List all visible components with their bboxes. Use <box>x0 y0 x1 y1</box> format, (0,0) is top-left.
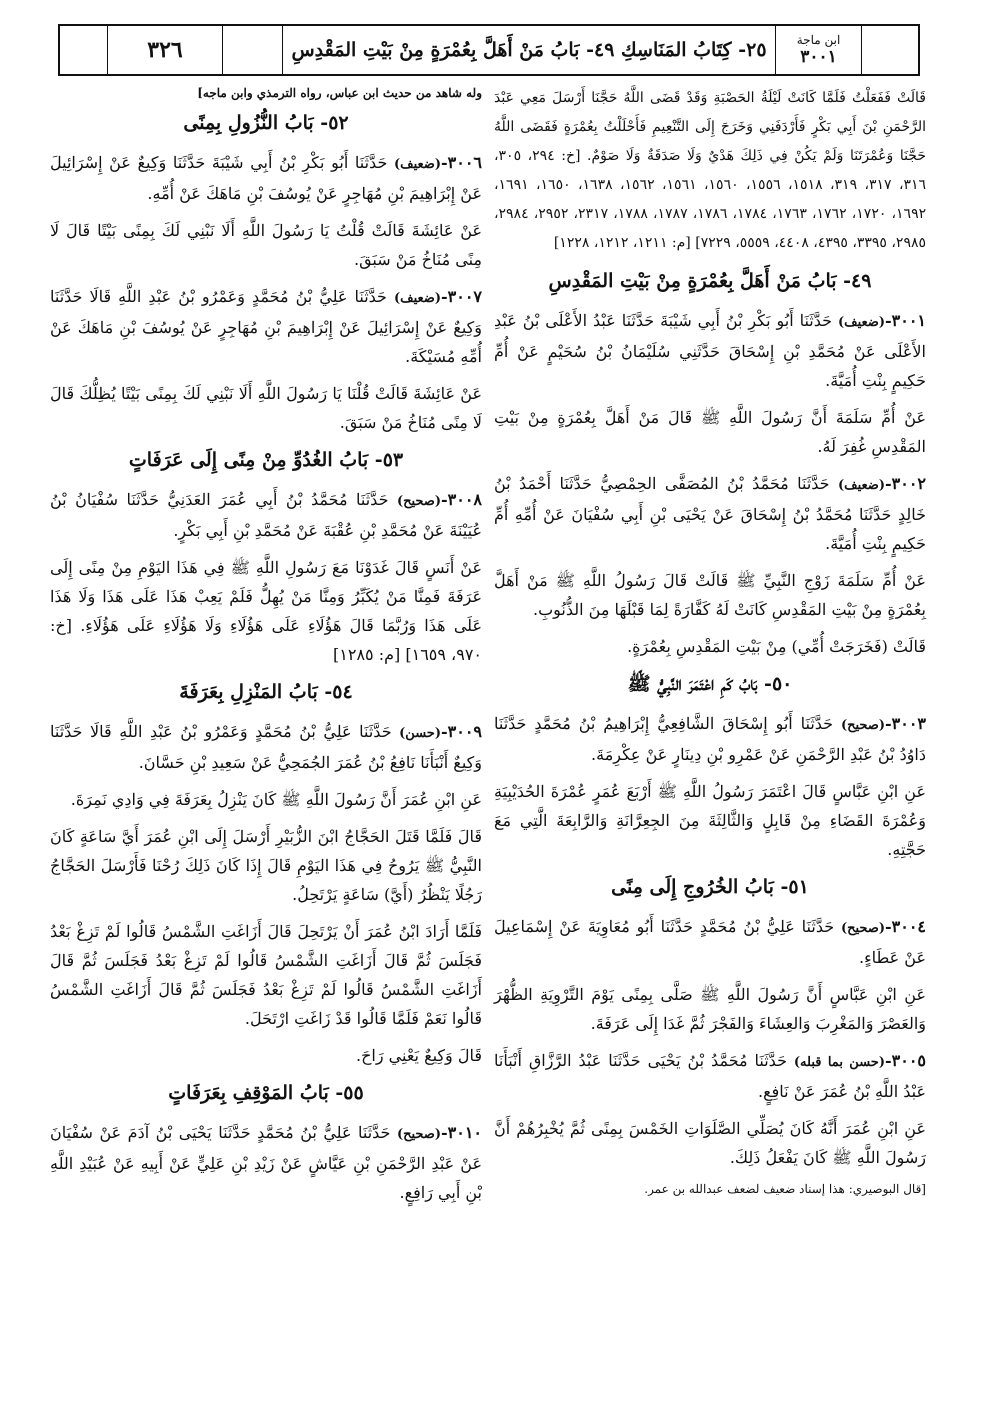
chapter-heading-54: ٥٤- بَابُ المَنْزِلِ بِعَرَفَةَ <box>179 681 353 703</box>
page-number: ٣٢٦ <box>108 26 223 74</box>
hadith-isnad: حَدَّثَنَا مُحَمَّدُ بْنُ أَبِي عُمَرَ العَدَنِيُّ حَدَّثَنَا سُفْيَانُ بْنُ عُيَيْنَةَ عَنْ مُحَمَّدِ بْنِ عُقْبَةَ عَنْ مُحَمَّدِ بْنِ أَبِي بَكْرٍ. <box>50 490 482 540</box>
chapter-heading-55: ٥٥- بَابُ المَوْقِفِ بِعَرَفَاتٍ <box>168 1082 364 1104</box>
hadith-grade: (صحيح) <box>396 1127 441 1142</box>
hadith-isnad: حَدَّثَنَا عَلِيُّ بْنُ مُحَمَّدٍ وَعَمْرُو بْنُ عَبْدِ اللَّهِ قَالَا حَدَّثَنَا وَكِيعٌ أَنْبَأَنَا نَافِعُ بْنُ عُمَرَ الجُمَحِيُّ عَنْ سَعِيدِ بْنِ حَسَّانَ. <box>50 722 482 772</box>
hadith-3008 <box>50 485 482 545</box>
hadith-number: ٣٠٠٦- <box>440 153 482 172</box>
book-info <box>776 26 862 74</box>
hadith-text: عَنْ أُمِّ سَلَمَةَ أَنَّ رَسُولَ اللَّهِ ﷺ قَالَ مَنْ أَهَلَّ بِعُمْرَةٍ مِنْ بَيْتِ المَقْدِسِ غُفِرَ لَهُ. <box>494 408 926 456</box>
hadith-isnad: حَدَّثَنَا عَلِيُّ بْنُ مُحَمَّدٍ حَدَّثَنَا يَحْيَى بْنُ آدَمَ عَنْ سُفْيَانَ عَنْ عَبْدِ الرَّحْمَنِ بْنِ عَيَّاشٍ عَنْ زَيْدِ بْنِ عَلِيٍّ عَنْ أَبِيهِ عَنْ عُبَيْدِ اللَّهِ بْنِ أَبِي رَافِعٍ. <box>50 1123 482 1202</box>
hadith-text: عَنِ ابْنِ عَبَّاسٍ قَالَ اعْتَمَرَ رَسُولُ اللَّهِ ﷺ أَرْبَعَ عُمَرٍ عُمْرَةَ الحُدَيْبِيَةِ وَعُمْرَةَ القَضَاءِ مِنْ قَابِلٍ وَالثَّالِثَةَ مِنَ الجِعِرَّانَةِ وَالرَّابِعَةَ الَّتِي مَعَ حَجَّتِهِ. <box>494 782 926 859</box>
hadith-number: ٣٠٠٩- <box>440 722 482 741</box>
hadith-grade: (ضعيف) <box>837 315 885 330</box>
hadith-grade: (ضعيف) <box>393 291 441 306</box>
chapter-heading-51: ٥١- بَابُ الخُرُوجِ إِلَى مِنًى <box>611 876 809 898</box>
hadith-text: قَالَتْ (فَخَرَجَتْ أُمِّي) مِنْ بَيْتِ المَقْدِسِ بِعُمْرَةٍ. <box>627 637 926 656</box>
hadith-grade: (حسن) <box>399 726 441 741</box>
hadith-3001 <box>494 306 926 395</box>
hadith-grade: (ضعيف) <box>393 157 441 172</box>
page-header <box>58 24 920 76</box>
book-name: ابن ماجة <box>796 32 841 47</box>
hadith-text: عَنِ ابْنِ عُمَرَ أَنَّهُ كَانَ يُصَلِّي الصَّلَوَاتِ الخَمْسَ بِمِنًى ثُمَّ يُخْبِرُهُمْ أَنَّ رَسُولَ اللَّهِ ﷺ كَانَ يَفْعَلُ ذَلِكَ. <box>494 1119 926 1167</box>
hadith-number: ٣٠١٠- <box>440 1123 482 1142</box>
hadith-isnad: حَدَّثَنَا عَلِيُّ بْنُ مُحَمَّدٍ وَعَمْرُو بْنُ عَبْدِ اللَّهِ قَالَا حَدَّثَنَا وَكِيعٌ عَنْ إِسْرَائِيلَ عَنْ إِبْرَاهِيمَ بْنِ مُهَاجِرٍ عَنْ يُوسُفَ بْنِ مَاهَكَ عَنْ أُمِّهِ مُسَيْكَةَ. <box>50 287 482 366</box>
chapter-heading-52: ٥٢- بَابُ النُّزُولِ بِمِنًى <box>183 112 349 134</box>
hadith-3002 <box>494 469 926 558</box>
hadith-text: عَنِ ابْنِ عَبَّاسٍ أَنَّ رَسُولَ اللَّهِ ﷺ صَلَّى بِمِنًى يَوْمَ التَّرْوِيَةِ الظُّهْرَ وَالعَصْرَ وَالمَغْرِبَ وَالعِشَاءَ وَالفَجْرَ ثُمَّ غَدَا إِلَى عَرَفَةَ. <box>494 985 926 1033</box>
hadith-3003 <box>494 709 926 769</box>
hadith-grade: (صحيح) <box>840 921 885 936</box>
hadith-isnad: حَدَّثَنَا أَبُو بَكْرِ بْنُ أَبِي شَيْبَةَ حَدَّثَنَا عَبْدُ الأَعْلَى بْنُ عَبْدِ الأَعْلَى عَنْ مُحَمَّدِ بْنِ إِسْحَاقَ حَدَّثَنِي سُلَيْمَانُ بْنُ سُحَيْمٍ عَنْ أُمِّ حَكِيمٍ بِنْتِ أُمَيَّةَ. <box>494 311 926 390</box>
hadith-isnad: حَدَّثَنَا أَبُو إِسْحَاقَ الشَّافِعِيُّ إِبْرَاهِيمُ بْنُ مُحَمَّدٍ حَدَّثَنَا دَاوُدُ بْنُ عَبْدِ الرَّحْمَنِ عَنْ عَمْرِو بْنِ دِينَارٍ عَنْ عِكْرِمَةَ. <box>494 714 926 764</box>
hadith-grade: (صحيح) <box>396 494 441 509</box>
hadith-number: ٣٠٠٧- <box>440 287 482 306</box>
hadith-number: ٣٠٠٢- <box>884 474 926 493</box>
hadith-grade: (صحيح) <box>840 718 885 733</box>
hadith-3004 <box>494 912 926 972</box>
header-empty-cell <box>223 26 283 74</box>
hadith-3010 <box>50 1118 482 1207</box>
header-empty-cell <box>862 26 918 74</box>
hadith-range: ٣٠٠١ <box>800 47 837 67</box>
hadith-isnad: حَدَّثَنَا مُحَمَّدُ بْنُ المُصَفَّى الحِمْصِيُّ حَدَّثَنَا أَحْمَدُ بْنُ خَالِدٍ حَدَّثَنَا مُحَمَّدُ بْنُ إِسْحَاقَ عَنْ يَحْيَى بْنِ أَبِي سُفْيَانَ عَنْ أُمِّهِ أُمِّ حَكِيمٍ بِنْتِ أُمَيَّةَ. <box>494 474 926 553</box>
right-column <box>494 84 926 1198</box>
hadith-grade: (ضعيف) <box>837 478 885 493</box>
chapter-heading-49: ٤٩- بَابُ مَنْ أَهَلَّ بِعُمْرَةٍ مِنْ بَيْتِ المَقْدِسِ <box>548 270 872 292</box>
hadith-number: ٣٠٠١- <box>884 311 926 330</box>
hadith-3009 <box>50 717 482 777</box>
footnote: [قال البوصيري: هذا إسناد ضعيف لضعف عبدالله بن عمر. <box>644 1182 926 1196</box>
hadith-text: فَلَمَّا أَرَادَ ابْنُ عُمَرَ أَنْ يَرْتَحِلَ قَالَ أَزَاغَتِ الشَّمْسُ قَالُوا لَمْ تَزِغْ بَعْدُ فَجَلَسَ ثُمَّ قَالَ أَزَاغَتِ الشَّمْسُ قَالُوا لَمْ تَزِغْ بَعْدُ فَجَلَسَ ثُمَّ قَالَ أَزَاغَتِ الشَّمْسُ قَالُوا لَمْ تَزِغْ بَعْدُ فَجَلَسَ ثُمَّ قَالَ أَزَاغَتِ الشَّمْسُ قَالُوا نَعَمْ فَلَمَّا قَالُوا قَدْ زَاغَتِ ارْتَحَلَ. <box>50 922 482 1028</box>
chapter-heading-53: ٥٣- بَابُ الغُدُوِّ مِنْ مِنًى إِلَى عَرَفَاتٍ <box>128 449 404 471</box>
hadith-isnad: حَدَّثَنَا عَلِيُّ بْنُ مُحَمَّدٍ حَدَّثَنَا أَبُو مُعَاوِيَةَ عَنْ إِسْمَاعِيلَ عَنْ عَطَاءٍ. <box>494 917 926 967</box>
hadith-text: عَنْ عَائِشَةَ قَالَتْ قُلْتُ يَا رَسُولَ اللَّهِ أَلَا نَبْنِي لَكَ بِمِنًى بَيْتًا قَالَ لَا مِنًى مُنَاخُ مَنْ سَبَقَ. <box>50 221 482 269</box>
hadith-text: عَنْ أَنَسٍ قَالَ غَدَوْنَا مَعَ رَسُولِ اللَّهِ ﷺ فِي هَذَا اليَوْمِ مِنْ مِنًى إِلَى عَرَفَةَ فَمِنَّا مَنْ يُكَبِّرُ وَمِنَّا مَنْ يُهِلُّ فَلَمْ يَعِبْ هَذَا عَلَى هَذَا وَلَا هَذَا عَلَى هَذَا وَرُبَّمَا قَالَ هَؤُلَاءِ عَلَى هَؤُلَاءِ وَلَا هَؤُلَاءِ عَلَى هَؤُلَاءِ. [خ: ٩٧٠، ١٦٥٩] [م: ١٢٨٥] <box>50 558 483 664</box>
hadith-continuation: قَالَتْ فَفَعَلْتُ فَلَمَّا كَانَتْ لَيْلَةُ الحَصْبَةِ وَقَدْ قَضَى اللَّهُ حَجَّنَا أَرْسَلَ مَعِي عَبْدَ الرَّحْمَنِ بْنَ أَبِي بَكْرٍ فَأَرْدَفَنِي وَخَرَجَ إِلَى التَّنْعِيمِ فَأَحْلَلْتُ بِعُمْرَةٍ فَقَضَى اللَّهُ حَجَّنَا وَعُمْرَتَنَا وَلَمْ يَكُنْ فِي ذَلِكَ هَدْيٌ وَلَا صَدَقَةٌ وَلَا صَوْمٌ. [خ: ٢٩٤، ٣٠٥، ٣١٦، ٣١٧، ٣١٩، ١٥١٨، ١٥٥٦، ١٥٦٠، ١٥٦١، ١٥٦٢، ١٦٣٨، ١٦٥٠، ١٦٩١، ١٦٩٢، ١٧٢٠، ١٧٦٢، ١٧٦٣، ١٧٨٤، ١٧٨٦، ١٧٨٧، ١٧٨٨، ٢٣١٧، ٢٩٥٢، ٢٩٨٤، ٢٩٨٥، ٣٣٩٥، ٤٣٩٥، ٤٤٠٨، ٥٥٥٩، ٧٢٢٩] [م: ١٢١١، ١٢١٢، ١٢٢٨] <box>494 90 927 251</box>
hadith-text: قَالَ وَكِيعٌ يَعْنِي رَاحَ. <box>355 1046 482 1065</box>
hadith-number: ٣٠٠٥- <box>885 1051 927 1070</box>
hadith-3005 <box>494 1046 926 1106</box>
hadith-3006 <box>50 148 482 208</box>
left-column <box>50 84 482 1215</box>
hadith-isnad: حَدَّثَنَا أَبُو بَكْرِ بْنُ أَبِي شَيْبَةَ حَدَّثَنَا وَكِيعٌ عَنْ إِسْرَائِيلَ عَنْ إِبْرَاهِيمَ بْنِ مُهَاجِرٍ عَنْ يُوسُفَ بْنِ مَاهَكَ عَنْ أُمِّهِ. <box>50 153 482 203</box>
header-empty-cell <box>60 26 108 74</box>
footnote-continuation: وله شاهد من حديث ابن عباس، رواه الترمذي وابن ماجه] <box>197 86 482 100</box>
chapter-heading-50: ٥٠- بَابُ كَمِ اعْتَمَرَ النَّبِيُّ ﷺ <box>627 673 793 695</box>
hadith-text: عَنْ أُمِّ سَلَمَةَ زَوْجِ النَّبِيِّ ﷺ قَالَتْ قَالَ رَسُولُ اللَّهِ ﷺ مَنْ أَهَلَّ بِعُمْرَةٍ مِنْ بَيْتِ المَقْدِسِ كَانَتْ لَهُ كَفَّارَةً لِمَا قَبْلَهَا مِنَ الذُّنُوبِ. <box>494 571 926 619</box>
hadith-text: عَنْ عَائِشَةَ قَالَتْ قُلْنَا يَا رَسُولَ اللَّهِ أَلَا نَبْنِي لَكَ بِمِنًى بَيْتًا يُظِلُّكَ قَالَ لَا مِنًى مُنَاخُ مَنْ سَبَقَ. <box>50 384 483 432</box>
running-title: ٢٥- كِتَابُ المَنَاسِكِ ٤٩- بَابُ مَنْ أَهَلَّ بِعُمْرَةٍ مِنْ بَيْتِ المَقْدِسِ <box>283 26 776 74</box>
hadith-isnad: حَدَّثَنَا مُحَمَّدُ بْنُ يَحْيَى حَدَّثَنَا عَبْدُ الرَّزَّاقِ أَنْبَأَنَا عَبْدُ اللَّهِ بْنُ عُمَرَ عَنْ نَافِعٍ. <box>494 1051 926 1101</box>
hadith-grade: (حسن بما قبله) <box>793 1055 885 1070</box>
hadith-number: ٣٠٠٣- <box>884 714 926 733</box>
hadith-text: قَالَ فَلَمَّا قَتَلَ الحَجَّاجُ ابْنَ الزُّبَيْرِ أَرْسَلَ إِلَى ابْنِ عُمَرَ أَيَّ سَاعَةٍ كَانَ النَّبِيُّ ﷺ يَرُوحُ فِي هَذَا اليَوْمِ قَالَ إِذَا كَانَ ذَلِكَ رُحْنَا فَأَرْسَلَ الحَجَّاجُ رَجُلًا يَنْظُرُ (أَيَّ) سَاعَةٍ يَرْتَحِلُ. <box>50 827 482 904</box>
hadith-number: ٣٠٠٤- <box>884 917 926 936</box>
hadith-3007 <box>50 282 482 371</box>
hadith-number: ٣٠٠٨- <box>440 490 482 509</box>
hadith-text: عَنِ ابْنِ عُمَرَ أَنَّ رَسُولَ اللَّهِ ﷺ كَانَ يَنْزِلُ بِعَرَفَةَ فِي وَادِي نَمِرَةَ. <box>70 790 482 809</box>
